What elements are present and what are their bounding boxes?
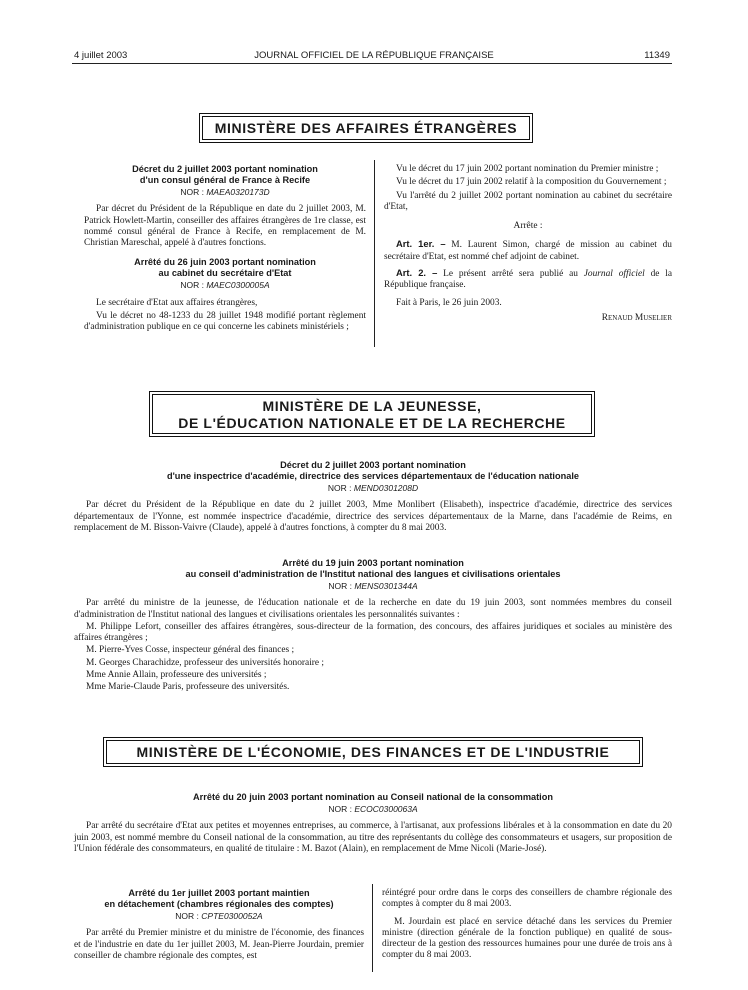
- arrete-visa: Vu le décret du 17 juin 2002 portant nomination du Premier ministre ;: [396, 164, 659, 174]
- ministry-title-line1: MINISTÈRE DE LA JEUNESSE,: [262, 398, 482, 414]
- article-2-text-b: de la République française.: [384, 269, 673, 291]
- nor-label: NOR :: [328, 804, 352, 814]
- arrete-visa: Vu l'arrêté du 2 juillet 2002 portant nomination au cabinet du secrétaire d'Etat,: [384, 190, 672, 212]
- member-item: M. Philippe Lefort, conseiller des affaires étrangères, sous-directeur de la formation, des concours, des affaires juridiques et sociales au ministère des affaires étrangères ;: [74, 621, 672, 644]
- arrete-title: [74, 888, 364, 910]
- done-at: Fait à Paris, le 26 juin 2003.: [396, 297, 502, 308]
- article-1-label: Art. 1er. –: [396, 238, 446, 250]
- nor-reference: [84, 187, 366, 198]
- ministry-title: MINISTÈRE DES AFFAIRES ÉTRANGÈRES: [214, 120, 518, 136]
- article-2-label: Art. 2. –: [396, 267, 438, 279]
- header-rule: [72, 63, 672, 64]
- column-divider: [374, 160, 375, 347]
- article-1: [384, 238, 672, 263]
- arrete-visa: Vu le décret du 17 juin 2002 relatif à la composition du Gouvernement ;: [396, 177, 667, 188]
- arrete-title-line2: en détachement (chambres régionales des comptes): [104, 899, 334, 909]
- article-1-text: M. Laurent Simon, chargé de mission au cabinet du secrétaire d'Etat, est nommé chef adjoint de cabinet.: [384, 240, 672, 262]
- arrete-title-line1: Arrêté du 26 juin 2003 portant nomination: [134, 257, 316, 268]
- decree-title-line2: d'une inspectrice d'académie, directrice des services départementaux de l'éducation nationale: [167, 471, 579, 481]
- arrete-body-right-2: M. Jourdain est placé en service détaché dans les services du Premier ministre (direction générale de la fonction publique) en qualité de sous-directeur de la gestion des ressources humaines pour une durée de trois ans à compter du 8 mai 2003.: [382, 916, 672, 961]
- article-2: [384, 267, 672, 292]
- right-column-economie: [382, 888, 672, 964]
- header-page-number: 11349: [644, 50, 670, 61]
- member-item: Mme Annie Allain, professeure des universités ;: [86, 670, 267, 681]
- arrete-title-line2: au conseil d'administration de l'Institut national des langues et civilisations orientales: [185, 569, 561, 579]
- nor-reference: [74, 911, 364, 922]
- arrete-title-line2: au cabinet du secrétaire d'Etat: [158, 268, 292, 279]
- jeunesse-decree: [74, 460, 672, 535]
- jeunesse-arrete: [74, 558, 672, 695]
- signature: Renaud Muselier: [601, 312, 672, 323]
- economie-arrete-consommation: [74, 792, 672, 856]
- right-column-affaires-etrangeres: [384, 164, 672, 324]
- nor-reference: [74, 483, 672, 494]
- nor-code: MEND0301208D: [353, 483, 419, 493]
- column-divider: [372, 884, 373, 972]
- ministry-affaires-etrangeres-heading: [202, 116, 530, 140]
- member-item: M. Georges Charachidze, professeur des universités honoraire ;: [86, 657, 325, 668]
- nor-code: CPTE0300052A: [201, 911, 263, 921]
- nor-label: NOR :: [327, 483, 352, 493]
- arrete-title: [74, 558, 672, 580]
- ministry-title-line2: DE L'ÉDUCATION NATIONALE ET DE LA RECHERCHE: [178, 415, 566, 431]
- nor-label: NOR :: [180, 280, 204, 291]
- decree-body: Par décret du Président de la République en date du 2 juillet 2003, Mme Monlibert (Elisabeth), inspectrice d'académie, directrice des services départementaux de l'Yonne, est nommée inspectrice d'académie, directrice des services départementaux de la Marne, dans l'académie de Reims, en remplacement de M. Bisson-Vaivre (Claude), appelé à d'autres fonctions, à compter du 8 mai 2003.: [74, 500, 672, 533]
- article-2-journal: Journal officiel: [583, 269, 645, 280]
- nor-code: MAEC0300005A: [206, 280, 270, 291]
- decree-body: Par décret du Président de la République en date du 2 juillet 2003, M. Patrick Howlett-Martin, conseiller des affaires étrangères de 1re classe, est nommé consul général de France à Recife, en remplacement de M. Christian Mareschal, appelé à d'autres fonctions.: [84, 204, 366, 249]
- ministry-title: MINISTÈRE DE L'ÉCONOMIE, DES FINANCES ET DE L'INDUSTRIE: [136, 744, 610, 760]
- arrete-title: Arrêté du 20 juin 2003 portant nomination au Conseil national de la consommation: [193, 792, 553, 802]
- arrete-preamble: Le secrétaire d'Etat aux affaires étrangères,: [96, 297, 258, 308]
- nor-code: ECOC0300063A: [354, 804, 418, 814]
- nor-code: MAEA0320173D: [206, 187, 270, 197]
- arrete-body-left: Par arrêté du Premier ministre et du ministre de l'économie, des finances et de l'industrie en date du 1er juillet 2003, M. Jean-Pierre Jourdain, premier conseiller de chambre régionale des comptes, est: [74, 928, 364, 961]
- nor-reference: [74, 581, 672, 592]
- arrete-title-line1: Arrêté du 1er juillet 2003 portant maintien: [128, 888, 310, 898]
- ministry-jeunesse-heading: [152, 394, 592, 434]
- decree-title: [84, 164, 366, 186]
- arrete-title: [84, 257, 366, 279]
- header-journal-title: JOURNAL OFFICIEL DE LA RÉPUBLIQUE FRANÇAISE: [254, 50, 494, 61]
- arrete-body-right-1: réintégré pour ordre dans le corps des conseillers de chambre régionale des comptes à compter du 8 mai 2003.: [382, 888, 672, 910]
- header-date: 4 juillet 2003: [74, 50, 128, 61]
- article-2-text-a: Le présent arrêté sera publié au: [443, 269, 578, 280]
- nor-code: MENS0301344A: [354, 581, 418, 591]
- decree-title-line1: Décret du 2 juillet 2003 portant nomination: [132, 164, 318, 174]
- decree-title: [74, 460, 672, 482]
- nor-label: NOR :: [328, 581, 352, 591]
- arrete-keyword: Arrête :: [513, 221, 543, 232]
- nor-label: NOR :: [180, 187, 204, 197]
- nor-label: NOR :: [175, 911, 199, 921]
- arrete-body: Par arrêté du secrétaire d'Etat aux petites et moyennes entreprises, au commerce, à l'artisanat, aux professions libérales et à la consommation en date du 20 juin 2003, est nommé membre du Conseil national de la consommation, au titre des représentants du collège des consommateurs et usagers, sur proposition de l'Union fédérale des consommateurs, en qualité de titulaire : M. Bazot (Alain), en remplacement de Mme Nicoli (Marie-José).: [74, 821, 672, 854]
- nor-reference: [84, 280, 366, 291]
- left-column-affaires-etrangeres: [84, 164, 366, 336]
- member-item: Mme Marie-Claude Paris, professeure des universités.: [86, 682, 290, 693]
- member-item: M. Pierre-Yves Cosse, inspecteur général des finances ;: [86, 645, 295, 656]
- decree-title-line1: Décret du 2 juillet 2003 portant nomination: [280, 460, 466, 470]
- left-column-economie: [74, 888, 364, 964]
- arrete-body: Par arrêté du ministre de la jeunesse, de l'éducation nationale et de la recherche en date du 19 juin 2003, sont nommées membres du conseil d'administration de l'Institut national des langues et civilisations orientales les personnalités suivantes :: [74, 598, 672, 620]
- arrete-visa: Vu le décret no 48-1233 du 28 juillet 1948 modifié portant règlement d'administration publique en ce qui concerne les cabinets ministériels ;: [84, 311, 366, 333]
- ministry-economie-heading: [106, 740, 640, 764]
- arrete-title-line1: Arrêté du 19 juin 2003 portant nomination: [282, 558, 464, 568]
- nor-reference: [74, 804, 672, 815]
- decree-title-line2: d'un consul général de France à Recife: [139, 175, 311, 185]
